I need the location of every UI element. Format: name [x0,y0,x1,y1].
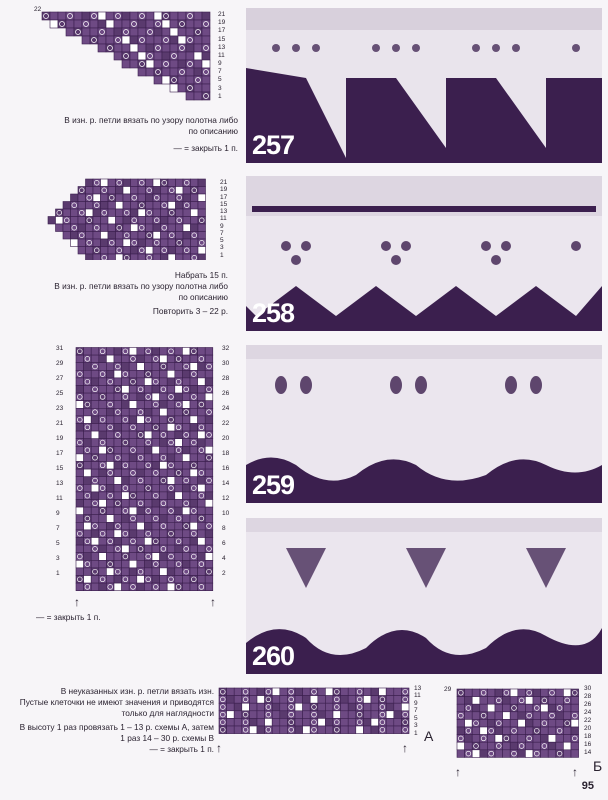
row-number: 9 [218,60,222,68]
row-number: 24 [222,405,230,412]
chart-b-arrow-left: ↑ [455,765,461,779]
row-number: 10 [222,510,230,517]
row-number: 5 [56,540,60,547]
chart-257-top-label: 22 [34,6,42,13]
row-number: 7 [414,707,418,715]
chart-b-row-labels [584,686,600,762]
row-number: 17 [220,193,228,201]
row-number: 11 [56,495,63,502]
row-number: 11 [218,51,225,59]
page-number: 95 [581,780,594,792]
row-number: 28 [222,375,230,382]
photo-257 [246,8,602,163]
row-number: 1 [218,92,222,100]
row-number: 15 [218,35,226,43]
note-257: В изн. р. петли вязать по узору полотна либо по описанию — = закрыть 1 п. [38,115,238,154]
row-number: 9 [56,510,60,517]
row-number: 32 [222,345,230,352]
row-number: 18 [584,733,592,740]
row-number: 15 [220,200,228,208]
row-number: 14 [584,749,592,756]
chart-259-row-labels-left [56,346,72,592]
row-number: 1 [414,729,418,737]
row-number: 25 [56,390,64,397]
row-number: 6 [222,540,226,547]
row-number: 19 [220,186,228,194]
row-number: 19 [218,19,226,27]
row-number: 3 [220,244,224,252]
row-number: 8 [222,525,226,532]
photo-260 [246,518,602,674]
row-number: 5 [220,237,224,245]
photo-257-number: 257 [252,130,295,160]
row-number: 26 [222,390,230,397]
row-number: 11 [220,215,227,223]
chart-257 [38,8,214,106]
row-number: 26 [584,701,592,708]
photo-258-number: 258 [252,298,295,328]
chart-a-letter: А [424,728,434,744]
chart-b-top-label: 29 [444,686,452,693]
chart-a-arrow-right: ↑ [402,741,408,755]
row-number: 22 [222,420,230,427]
row-number: 29 [56,360,64,367]
chart-259-row-labels-right [222,346,238,592]
legend-257: — = закрыть 1 п. [173,143,238,153]
row-number: 21 [218,11,226,18]
row-number: 16 [584,741,592,748]
row-number: 5 [218,76,222,84]
bottom-notes: В неуказанных изн. р. петли вязать изн. Пустые клеточки не имеют значения и приводятся только для наглядности В высоту 1 раз провязать 1 – 13 р. схемы А, затем 1 раз 14 – 30 р. схемы В — = закрыть 1 п. [19,686,214,754]
row-number: 12 [222,495,230,502]
photo-258 [246,176,602,331]
row-number: 9 [220,222,224,230]
photo-259-number: 259 [252,470,295,500]
chart-258 [46,178,216,260]
row-number: 30 [584,685,592,692]
row-number: 7 [218,68,222,76]
row-number: 15 [56,465,64,472]
row-number: 3 [218,84,222,92]
row-number: 17 [218,27,226,35]
row-number: 13 [56,480,64,487]
chart-257-row-labels [218,12,238,104]
row-number: 19 [56,435,64,442]
chart-259-arrow-left: ↑ [74,595,80,609]
row-number: 24 [584,709,592,716]
row-number: 9 [414,699,418,707]
row-number: 27 [56,375,64,382]
row-number: 1 [220,251,224,259]
chart-b-letter: Б [593,758,603,774]
row-number: 30 [222,360,230,367]
row-number: 28 [584,693,592,700]
row-number: 3 [56,555,60,562]
row-number: 13 [220,208,228,216]
chart-a [218,686,412,738]
row-number: 20 [584,725,592,732]
chart-a-arrow-left: ↑ [216,741,222,755]
row-number: 14 [222,480,230,487]
row-number: 23 [56,405,64,412]
row-number: 13 [414,685,422,692]
row-number: 21 [220,179,228,186]
row-number: 18 [222,450,230,457]
note-258: Набрать 15 п. В изн. р. петли вязать по узору полотна либо по описанию Повторить 3 – 22 р. [38,270,228,317]
row-number: 13 [218,43,226,51]
row-number: 11 [414,692,421,700]
row-number: 16 [222,465,230,472]
chart-b-arrow-right: ↑ [572,765,578,779]
row-number: 21 [56,420,64,427]
row-number: 17 [56,450,64,457]
photo-259 [246,345,602,503]
legend-259: — = закрыть 1 п. [36,612,101,622]
photo-260-number: 260 [252,641,295,671]
chart-259 [74,346,218,592]
chart-259-arrow-right: ↑ [210,595,216,609]
chart-258-row-labels [220,180,240,260]
row-number: 22 [584,717,592,724]
row-number: 2 [222,570,226,577]
row-number: 4 [222,555,226,562]
row-number: 7 [220,229,224,237]
row-number: 31 [56,345,64,352]
repeat-258: Повторить 3 – 22 р. [152,306,228,316]
chart-b [456,688,580,760]
row-number: 1 [56,570,60,577]
row-number: 5 [414,714,418,722]
row-number: 3 [414,722,418,730]
row-number: 7 [56,525,60,532]
row-number: 20 [222,435,230,442]
